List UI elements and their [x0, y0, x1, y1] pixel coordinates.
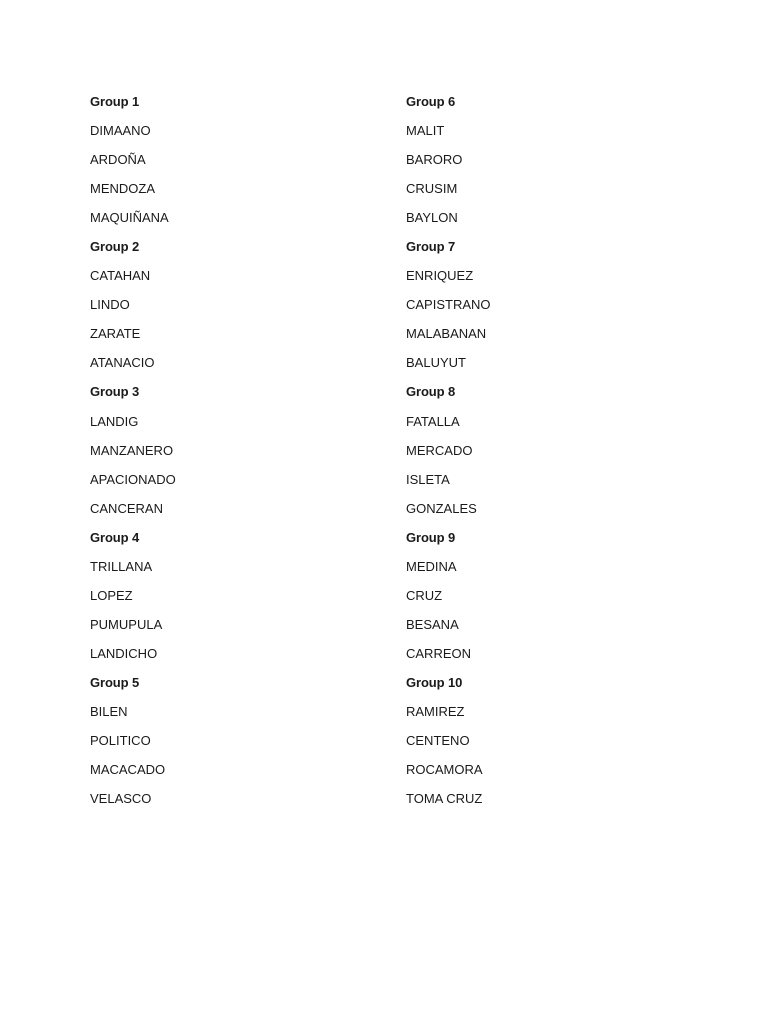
group-member: BALUYUT	[406, 355, 466, 371]
group-title: Group 9	[406, 529, 456, 545]
group-member: BARORO	[406, 152, 463, 168]
group-member: GONZALES	[406, 500, 477, 516]
group-member: ZARATE	[90, 326, 141, 342]
group-title: Group 3	[90, 384, 140, 400]
group-member: ROCAMORA	[406, 762, 483, 778]
group-member: TOMA CRUZ	[406, 791, 483, 807]
group-member: ENRIQUEZ	[406, 268, 474, 284]
group-title: Group 4	[90, 529, 140, 545]
group-member: CATAHAN	[90, 268, 151, 284]
left-column	[90, 87, 390, 813]
group-member: MALIT	[406, 123, 445, 139]
group-member: MENDOZA	[90, 181, 155, 197]
group-title: Group 7	[406, 239, 456, 255]
group-title: Group 6	[406, 94, 456, 109]
group-member: TRILLANA	[90, 558, 153, 574]
group-title: Group 2	[90, 239, 140, 255]
group-member: CARREON	[406, 645, 472, 661]
group-member: ISLETA	[406, 471, 450, 487]
group-member: MALABANAN	[406, 326, 487, 342]
group-member: BESANA	[406, 616, 459, 632]
group-member: MAQUIÑANA	[90, 210, 169, 226]
group-member: LANDIG	[90, 413, 139, 429]
group-member: PUMUPULA	[90, 616, 163, 632]
group-member: LOPEZ	[90, 587, 133, 603]
group-member: BILEN	[90, 703, 128, 719]
group-member: CENTENO	[406, 733, 470, 749]
group-member: MANZANERO	[90, 442, 174, 458]
group-member: CAPISTRANO	[406, 297, 491, 313]
group-member: FATALLA	[406, 413, 460, 429]
group-member: RAMIREZ	[406, 703, 465, 719]
group-member: ATANACIO	[90, 355, 155, 371]
group-member: ARDOÑA	[90, 152, 146, 168]
group-member: BAYLON	[406, 210, 458, 226]
right-column	[406, 87, 706, 813]
group-title: Group 5	[90, 674, 140, 690]
group-title: Group 10	[406, 674, 463, 690]
group-member: CRUSIM	[406, 181, 458, 197]
group-member: MERCADO	[406, 442, 473, 458]
group-member: MEDINA	[406, 558, 457, 574]
group-member: VELASCO	[90, 791, 152, 807]
group-member: LANDICHO	[90, 645, 158, 661]
group-member: POLITICO	[90, 733, 151, 749]
group-title: Group 1	[90, 94, 140, 109]
group-member: DIMAANO	[90, 123, 151, 139]
group-title: Group 8	[406, 384, 456, 400]
group-member: APACIONADO	[90, 471, 176, 487]
group-member: CRUZ	[406, 587, 443, 603]
group-member: LINDO	[90, 297, 130, 313]
group-member: MACACADO	[90, 762, 166, 778]
group-member: CANCERAN	[90, 500, 163, 516]
